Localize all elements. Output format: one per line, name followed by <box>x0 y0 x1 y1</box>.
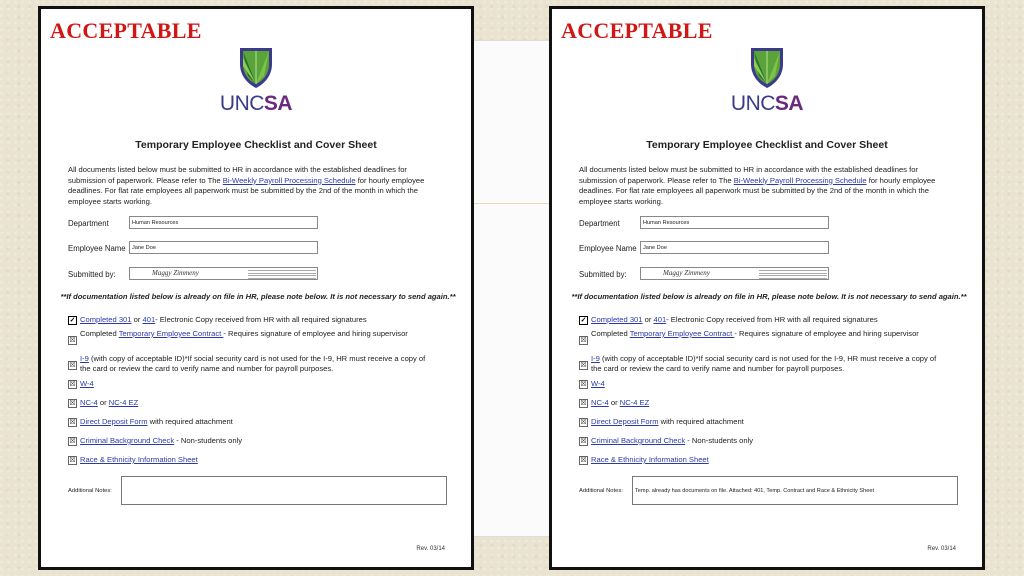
nc4-ez-link[interactable]: NC-4 EZ <box>108 398 139 407</box>
shield-logo-icon <box>749 46 785 90</box>
checkbox-crossed[interactable]: ☒ <box>580 362 587 369</box>
acceptable-stamp: ACCEPTABLE <box>561 18 713 43</box>
uncsa-logo <box>41 46 471 116</box>
uncsa-wordmark: UNCSA <box>730 92 804 115</box>
checkbox-crossed[interactable]: ☒ <box>69 457 76 464</box>
temp-employee-contract-link[interactable]: Temporary Employee Contract <box>118 329 224 338</box>
temp-employee-contract-link[interactable]: Temporary Employee Contract <box>629 329 735 338</box>
additional-notes-label: Additional Notes: <box>68 488 112 494</box>
payroll-schedule-link[interactable]: Bi-Weekly Payroll Processing Schedule <box>222 175 356 185</box>
intro-paragraph: All documents listed below must be submitted to HR in accordance with the established deadlines for submission of paperwork. Please refer to The Bi-Weekly Payroll Processing Schedule for hourly employee deadlines. For flat rate employees all paperwork must be submitted by the 2nd of the month in which the employee starts working. <box>68 165 425 206</box>
additional-notes-field[interactable] <box>121 476 447 505</box>
background-check-link[interactable]: Criminal Background Check <box>80 436 175 445</box>
w4-link[interactable]: W-4 <box>591 379 605 388</box>
submitted-by-label: Submitted by: <box>579 270 627 279</box>
checkbox-crossed[interactable]: ☒ <box>69 381 76 388</box>
on-file-note: **If documentation listed below is already on file in HR, please note below. It is not necessary to send again.** <box>60 292 456 301</box>
checkbox-crossed[interactable]: ☒ <box>580 419 587 426</box>
additional-notes-label: Additional Notes: <box>579 488 623 494</box>
department-field[interactable]: Human Resources <box>129 216 318 229</box>
checklist-page-right: ACCEPTABLE UNCSA Temporary Employee Checklist and Cover Sheet All documents listed below must be submitted to HR in accordance with the established deadlines for submission of paperwork. Please refer to The Bi-Weekly Payroll Processing Schedule for hourly employee deadlines. For flat rate employees all paperwork must be submitted by the 2nd of the month in which the employee starts working. Department Human Resources Employee Name Jane Doe Submitted by: Maggy Zimmeny **If documentation listed below is already on file in HR, please note below. It is not necessary to send again.** ✓ Completed 301 or 401- Electronic Copy received from HR with all required signatures ☒ Completed Temporary Employee Contract - Requires signature of employee and hiring supervisor ☒ I-9 (with copy of acceptable ID)*If social security card is not used for the I-9, HR must receive a copy of the card or review the card to verify name and number for payroll purposes. ☒ W-4 ☒ NC-4 or NC-4 EZ ☒ Direct Deposit Form with required attachment ☒ Criminal Background Check - Non-students only ☒ Race & Ethnicity Information Sheet Additional Notes: Temp. already has documents on file. Attached: 401, Temp. Contract and Race & Ethnicity Sheet Rev. 03/14 <box>549 6 985 570</box>
w4-link[interactable]: W-4 <box>80 379 94 388</box>
document-title: Temporary Employee Checklist and Cover Sheet <box>135 139 377 151</box>
employee-name-label: Employee Name <box>579 244 637 253</box>
background-check-link[interactable]: Criminal Background Check <box>591 436 686 445</box>
intro-paragraph: All documents listed below must be submitted to HR in accordance with the established deadlines for submission of paperwork. Please refer to The Bi-Weekly Payroll Processing Schedule for hourly employee deadlines. For flat rate employees all paperwork must be submitted by the 2nd of the month in which the employee starts working. <box>579 165 936 206</box>
checkbox-crossed[interactable]: ☒ <box>580 457 587 464</box>
nc4-link[interactable]: NC-4 <box>591 398 609 407</box>
revision-label: Rev. 03/14 <box>416 546 445 552</box>
checkbox-checked[interactable]: ✓ <box>580 317 587 324</box>
checkbox-crossed[interactable]: ☒ <box>69 400 76 407</box>
department-label: Department <box>68 219 109 228</box>
direct-deposit-link[interactable]: Direct Deposit Form <box>80 417 148 426</box>
on-file-note: **If documentation listed below is already on file in HR, please note below. It is not necessary to send again.** <box>571 292 967 301</box>
department-field[interactable]: Human Resources <box>640 216 829 229</box>
submitted-by-label: Submitted by: <box>68 270 116 279</box>
signature: Maggy Zimmeny <box>663 269 710 277</box>
revision-label: Rev. 03/14 <box>927 546 956 552</box>
employee-name-field[interactable]: Jane Doe <box>640 241 829 254</box>
signature-field[interactable] <box>129 267 318 280</box>
i9-link[interactable]: I-9 <box>591 354 600 363</box>
checkbox-crossed[interactable]: ☒ <box>69 337 76 344</box>
direct-deposit-link[interactable]: Direct Deposit Form <box>591 417 659 426</box>
acceptable-stamp: ACCEPTABLE <box>50 18 202 43</box>
completed-301-link[interactable]: Completed 301 <box>591 315 643 324</box>
employee-name-label: Employee Name <box>68 244 126 253</box>
signature-metadata <box>759 270 827 280</box>
nc4-link[interactable]: NC-4 <box>80 398 98 407</box>
department-label: Department <box>579 219 620 228</box>
employee-name-field[interactable]: Jane Doe <box>129 241 318 254</box>
checkbox-checked[interactable]: ✓ <box>69 317 76 324</box>
checkbox-crossed[interactable]: ☒ <box>580 381 587 388</box>
checkbox-crossed[interactable]: ☒ <box>580 438 587 445</box>
race-ethnicity-link[interactable]: Race & Ethnicity Information Sheet <box>80 455 198 464</box>
checkbox-crossed[interactable]: ☒ <box>69 438 76 445</box>
uncsa-wordmark: UNCSA <box>219 92 293 115</box>
form-401-link[interactable]: 401 <box>142 315 156 324</box>
checkbox-crossed[interactable]: ☒ <box>580 400 587 407</box>
i9-link[interactable]: I-9 <box>80 354 89 363</box>
checkbox-crossed[interactable]: ☒ <box>69 419 76 426</box>
shield-logo-icon <box>238 46 274 90</box>
checkbox-crossed[interactable]: ☒ <box>580 337 587 344</box>
signature-field[interactable] <box>640 267 829 280</box>
checklist-page-left: ACCEPTABLE UNCSA Temporary Employee Checklist and Cover Sheet All documents listed below must be submitted to HR in accordance with the established deadlines for submission of paperwork. Please refer to The Bi-Weekly Payroll Processing Schedule for hourly employee deadlines. For flat rate employees all paperwork must be submitted by the 2nd of the month in which the employee starts working. Department Human Resources Employee Name Jane Doe Submitted by: Maggy Zimmeny **If documentation listed below is already on file in HR, please note below. It is not necessary to send again.** ✓ Completed 301 or 401- Electronic Copy received from HR with all required signatures ☒ Completed Temporary Employee Contract - Requires signature of employee and hiring supervisor ☒ I-9 (with copy of acceptable ID)*If social security card is not used for the I-9, HR must receive a copy of the card or review the card to verify name and number for payroll purposes. ☒ W-4 ☒ NC-4 or NC-4 EZ ☒ Direct Deposit Form with required attachment ☒ Criminal Background Check - Non-students only ☒ Race & Ethnicity Information Sheet Additional Notes: Rev. 03/14 <box>38 6 474 570</box>
paper-fold-line <box>471 203 561 204</box>
race-ethnicity-link[interactable]: Race & Ethnicity Information Sheet <box>591 455 709 464</box>
additional-notes-field[interactable]: Temp. already has documents on file. Attached: 401, Temp. Contract and Race & Ethnicity Sheet <box>632 476 958 505</box>
signature: Maggy Zimmeny <box>152 269 199 277</box>
form-401-link[interactable]: 401 <box>653 315 667 324</box>
uncsa-logo <box>552 46 982 116</box>
checkbox-crossed[interactable]: ☒ <box>69 362 76 369</box>
nc4-ez-link[interactable]: NC-4 EZ <box>619 398 650 407</box>
completed-301-link[interactable]: Completed 301 <box>80 315 132 324</box>
signature-metadata <box>248 270 316 280</box>
payroll-schedule-link[interactable]: Bi-Weekly Payroll Processing Schedule <box>733 175 867 185</box>
document-title: Temporary Employee Checklist and Cover Sheet <box>646 139 888 151</box>
